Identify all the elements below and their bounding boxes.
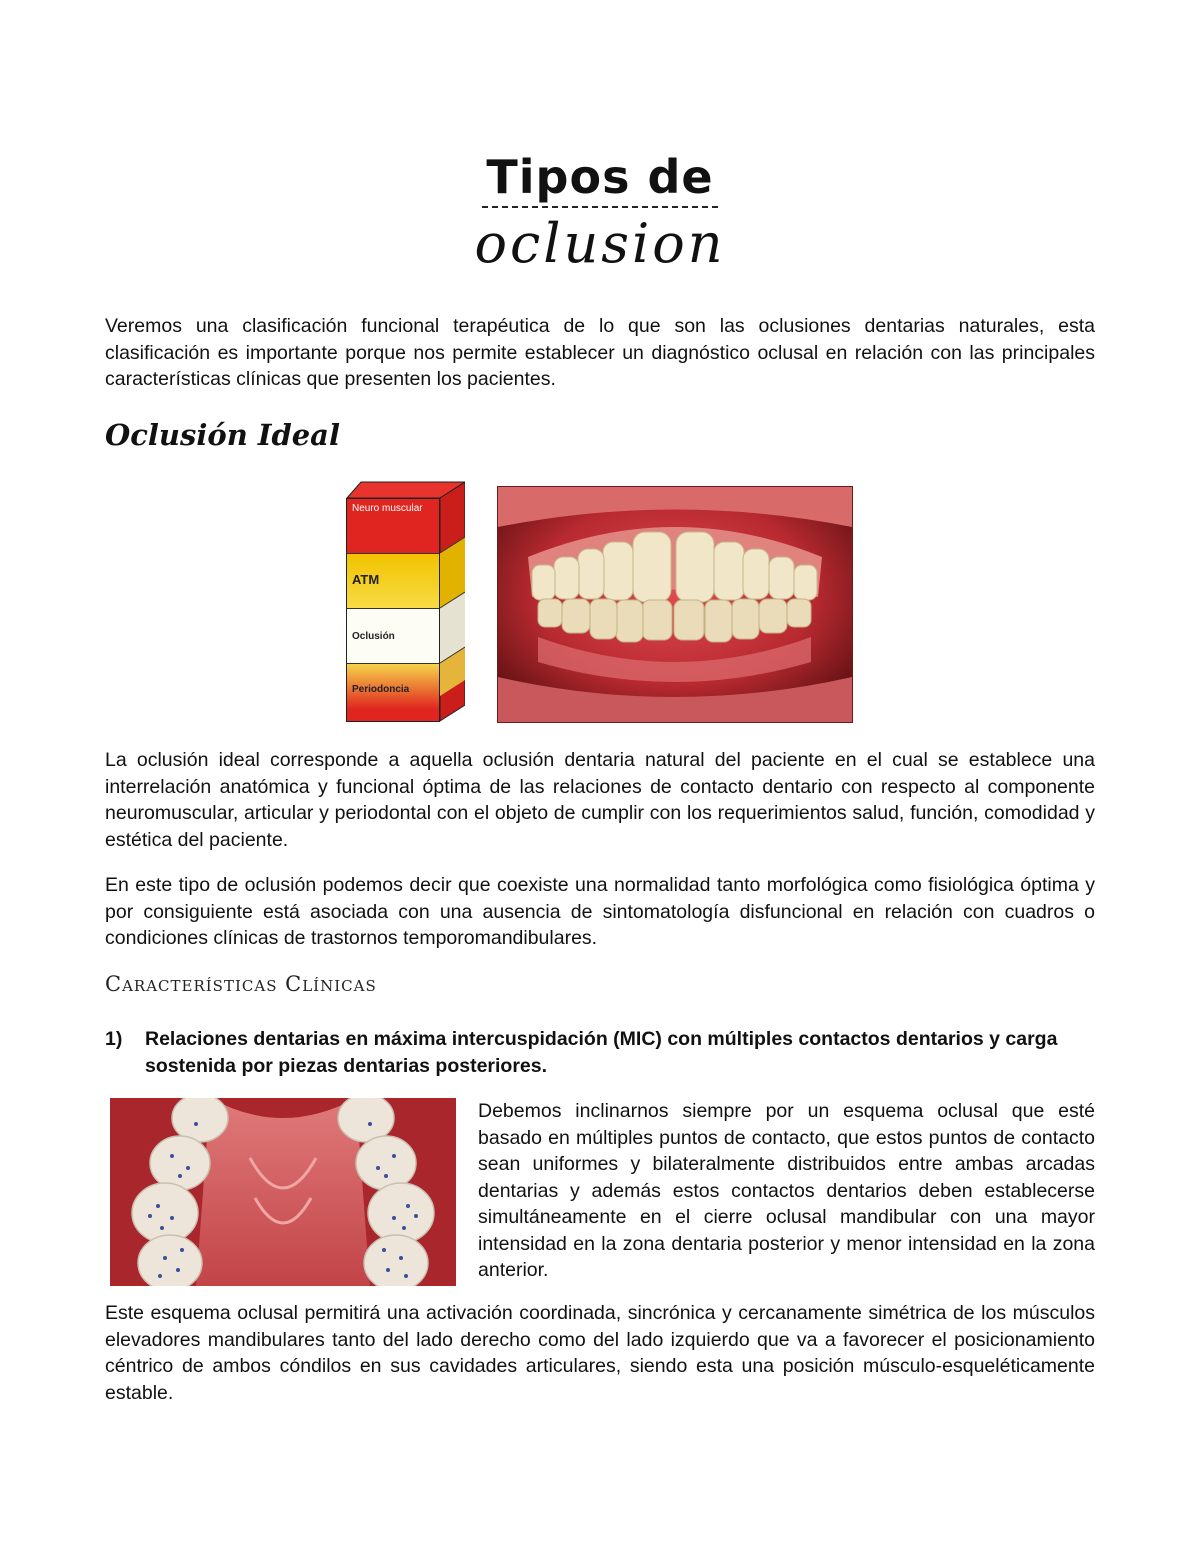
page-title: [0, 150, 1200, 204]
block-label-oclusion: Oclusión: [347, 609, 439, 664]
block-front: [346, 498, 440, 722]
list-number: 1): [105, 1028, 123, 1050]
paragraph-activacion-coordinada: Este esquema oclusal permitirá una activación coordinada, sincrónica y cercanamente simétrica de los músculos elevadores mandibulares tanto del lado derecho como del lado izquierdo que va a favorecer el posicionamiento céntrico de ambos cóndilos en sus cavidades articulares, siendo esta una posición músculo-esqueléticamente estable.: [105, 1302, 1095, 1404]
teeth-illustration: [498, 487, 852, 722]
block-label-periodoncia: Periodoncia: [347, 664, 439, 721]
list-item-text: Relaciones dentarias en máxima intercuspidación (MIC) con múltiples contactos dentarios y carga sostenida por piezas dentarias posteriores.: [145, 1028, 1058, 1077]
title-line-1: Tipos de: [482, 150, 717, 208]
palate-occlusal-photo: [110, 1098, 456, 1286]
block-label-atm: ATM: [347, 554, 439, 609]
intro-paragraph: Veremos una clasificación funcional terapéutica de lo que son las oclusiones dentarias naturales, esta clasificación es importante porque nos permite establecer un diagnóstico oclusal en relación con las principales características clínicas que presenten los pacientes.: [105, 315, 1095, 390]
subsection-heading-caracteristicas: Características Clínicas: [105, 972, 377, 996]
section-heading-oclusion-ideal: Oclusión Ideal: [105, 418, 340, 452]
block-label-neuromuscular: Neuro muscular: [347, 499, 439, 554]
paragraph-oclusion-ideal-normalidad: En este tipo de oclusión podemos decir que coexiste una normalidad tanto morfológica como fisiológica óptima y por consiguiente está asociada con una ausencia de sintomatología disfuncional en relación con cuadros o condiciones clínicas de trastornos temporomandibulares.: [105, 874, 1095, 949]
teeth-frontal-photo: [497, 486, 853, 723]
paragraph-esquema-oclusal: Debemos inclinarnos siempre por un esquema oclusal que esté basado en múltiples puntos de contacto, que estos puntos de contacto sean uniformes y bilateralmente distribuidos entre ambas arcadas dentarias y además estos contactos dentarios deben establecerse simultáneamente en el cierre oclusal mandibular con una mayor intensidad en la zona dentaria posterior y menor intensidad en la zona anterior.: [478, 1100, 1095, 1281]
palate-illustration: [110, 1098, 456, 1286]
oclusion-block-diagram: [343, 480, 465, 725]
paragraph-oclusion-ideal-definicion: La oclusión ideal corresponde a aquella oclusión dentaria natural del paciente en el cual se establece una interrelación anatómica y funcional óptima de las relaciones de contacto dentario con respecto al componente neuromuscular, articular y periodontal con el objeto de cumplir con los requerimientos salud, función, comodidad y estética del paciente.: [105, 749, 1095, 851]
page-title-script: oclusion: [474, 212, 726, 275]
